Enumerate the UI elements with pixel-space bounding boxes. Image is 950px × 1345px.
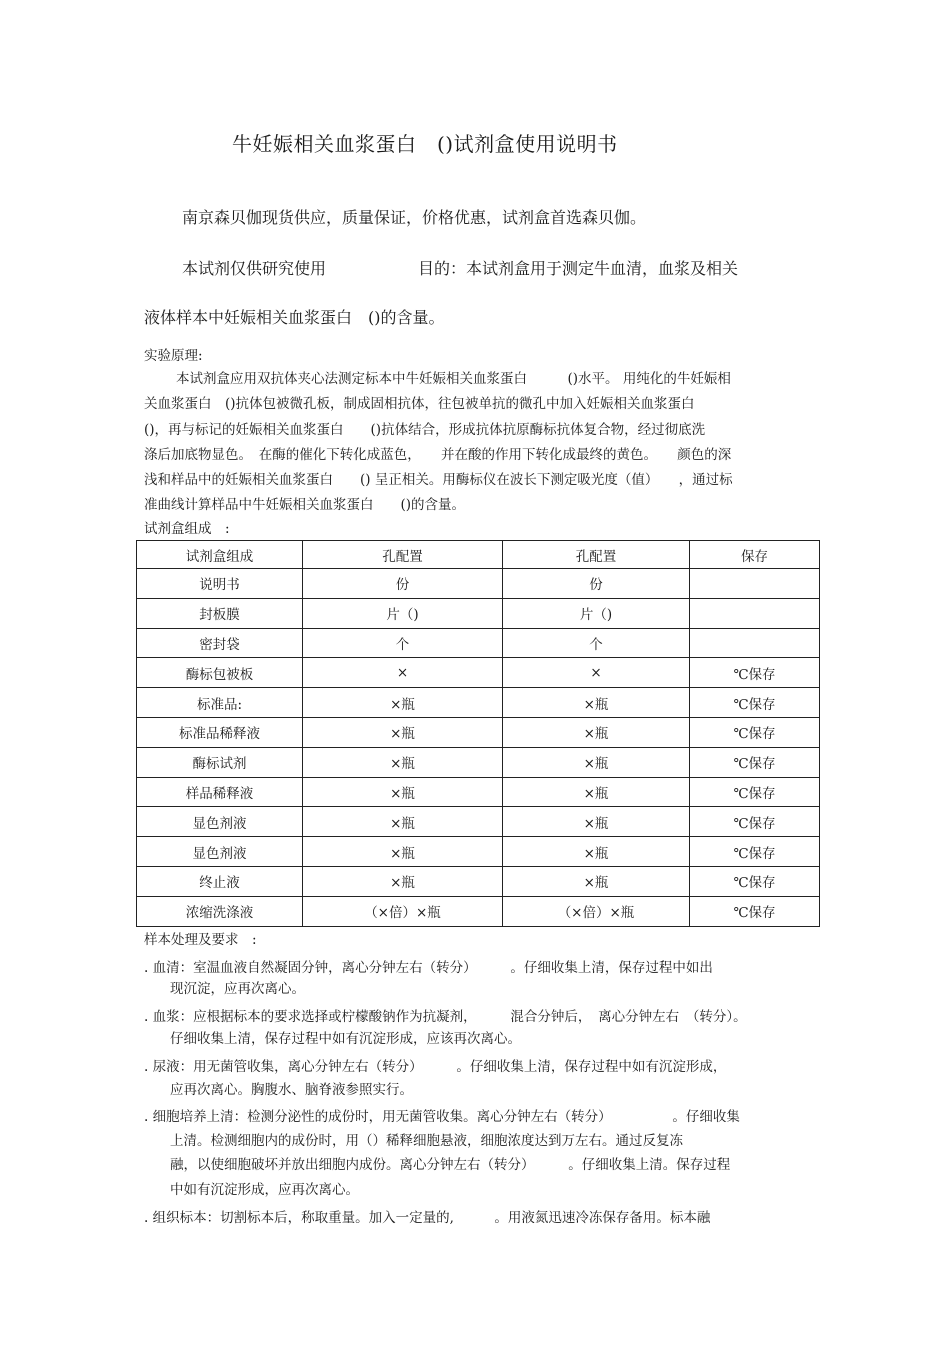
samples-line: 中如有沉淀形成，应再次离心。 [170,1182,359,1198]
header-cell: 试剂盒组成 [137,541,303,569]
samples-line: . 血浆：应根据标本的要求选择或柠檬酸钠作为抗凝剂， 混合分钟后， 离心分钟左右 （转分）。 [144,1009,747,1025]
table-cell: ×瓶 [503,807,690,837]
table-cell: 密封袋 [137,628,303,658]
purpose-text: 目的：本试剂盒用于测定牛血清，血浆及相关 [418,259,739,278]
table-cell: ×瓶 [303,747,503,777]
table-cell: 样品稀释液 [137,777,303,807]
table-cell: ×瓶 [303,688,503,718]
table-row [137,569,820,599]
table-cell: 酶标包被板 [137,658,303,688]
purpose-text-continued: 液体样本中妊娠相关血浆蛋白 ()的含量。 [144,308,445,327]
header-cell: 孔配置 [503,541,690,569]
table-cell: 标准品: [137,688,303,718]
table-cell: 显色剂液 [137,807,303,837]
table-cell: ℃保存 [690,807,820,837]
principle-line: ()，再与标记的妊娠相关血浆蛋白 ()抗体结合，形成抗体抗原酶标抗体复合物，经过彻底洗 [144,422,706,438]
table-row [137,777,820,807]
table-cell: 片（) [303,598,503,628]
principle-line: 准曲线计算样品中牛妊娠相关血浆蛋白 ()的含量。 [144,497,466,513]
table-header-row [137,541,820,569]
table-cell [690,598,820,628]
table-cell: ×瓶 [303,837,503,867]
samples-line: 应再次离心。胸腹水、脑脊液参照实行。 [170,1082,413,1098]
kit-components-table [136,540,820,927]
table-cell: 份 [503,569,690,599]
principle-line: 本试剂盒应用双抗体夹心法测定标本中牛妊娠相关血浆蛋白 ()水平。 用纯化的牛妊娠相 [176,371,731,387]
table-cell: ℃保存 [690,747,820,777]
table-cell: ×瓶 [503,777,690,807]
samples-line: . 组织标本：切割标本后，称取重量。加入一定量的, 。用液氮迅速冷冻保存备用。标本融 [144,1210,711,1226]
table-row [137,717,820,747]
table-cell: 封板膜 [137,598,303,628]
table-row [137,807,820,837]
table-cell: ×瓶 [303,717,503,747]
principle-line: 关血浆蛋白 ()抗体包被微孔板，制成固相抗体，往包被单抗的微孔中加入妊娠相关血浆蛋白 [144,396,695,412]
table-cell: × [303,658,503,688]
principle-line: 浅和样品中的妊娠相关血浆蛋白 () 呈正相关。用酶标仪在波长下测定吸光度（值） ，通过标 [144,472,733,488]
table-cell: 终止液 [137,866,303,896]
table-cell: ℃保存 [690,717,820,747]
table-cell: 片（) [503,598,690,628]
table-cell: ℃保存 [690,688,820,718]
table-cell: 显色剂液 [137,837,303,867]
table-cell: ×瓶 [503,688,690,718]
header-cell: 保存 [690,541,820,569]
table-cell: ℃保存 [690,837,820,867]
table-row [137,658,820,688]
table-cell: ℃保存 [690,777,820,807]
table-cell: 标准品稀释液 [137,717,303,747]
supply-notice: 南京森贝伽现货供应，质量保证，价格优惠，试剂盒首选森贝伽。 [182,208,647,227]
table-row [137,866,820,896]
samples-line: . 尿液：用无菌管收集，离心分钟左右（转分） 。仔细收集上清，保存过程中如有沉淀形成， [144,1059,727,1075]
samples-line: 上清。检测细胞内的成份时，用（）稀释细胞悬液，细胞浓度达到万左右。通过反复冻 [170,1133,683,1149]
samples-heading: 样本处理及要求 : [144,932,257,948]
table-row [137,598,820,628]
samples-line: 仔细收集上清，保存过程中如有沉淀形成，应该再次离心。 [170,1031,521,1047]
table-cell: 说明书 [137,569,303,599]
principle-heading: 实验原理: [144,348,203,364]
table-cell: （×倍）×瓶 [303,896,503,926]
header-cell: 孔配置 [303,541,503,569]
table-row [137,747,820,777]
principle-line: 涤后加底物显色。 在酶的催化下转化成蓝色， 并在酸的作用下转化成最终的黄色。 颜色的深 [144,447,732,463]
table-cell: ×瓶 [503,866,690,896]
samples-line: . 细胞培养上清：检测分泌性的成份时，用无菌管收集。离心分钟左右（转分） 。仔细收集 [144,1109,740,1125]
table-cell: ×瓶 [303,777,503,807]
table-cell: 个 [503,628,690,658]
kit-heading: 试剂盒组成 : [144,521,230,537]
table-cell: ×瓶 [503,837,690,867]
table-cell: 酶标试剂 [137,747,303,777]
table-cell: （×倍）×瓶 [503,896,690,926]
table-row [137,837,820,867]
table-cell: ×瓶 [503,717,690,747]
table-cell: 浓缩洗涤液 [137,896,303,926]
table-cell: ℃保存 [690,658,820,688]
table-cell: ℃保存 [690,866,820,896]
table-row [137,896,820,926]
table-cell: ×瓶 [303,866,503,896]
table-cell: 个 [303,628,503,658]
table-cell: 份 [303,569,503,599]
table-row [137,688,820,718]
samples-line: . 血清：室温血液自然凝固分钟，离心分钟左右（转分） 。仔细收集上清，保存过程中如出 [144,960,713,976]
table-row [137,628,820,658]
table-cell: ×瓶 [303,807,503,837]
research-only-notice: 本试剂仅供研究使用 [182,259,327,278]
table-cell: ×瓶 [503,747,690,777]
table-cell [690,628,820,658]
document-title: 牛妊娠相关血浆蛋白 ()试剂盒使用说明书 [232,132,618,156]
table-cell: × [503,658,690,688]
samples-line: 现沉淀，应再次离心。 [170,981,305,997]
table-cell: ℃保存 [690,896,820,926]
samples-line: 融，以使细胞破坏并放出细胞内成份。离心分钟左右（转分） 。仔细收集上清。保存过程 [170,1157,731,1173]
table-cell [690,569,820,599]
